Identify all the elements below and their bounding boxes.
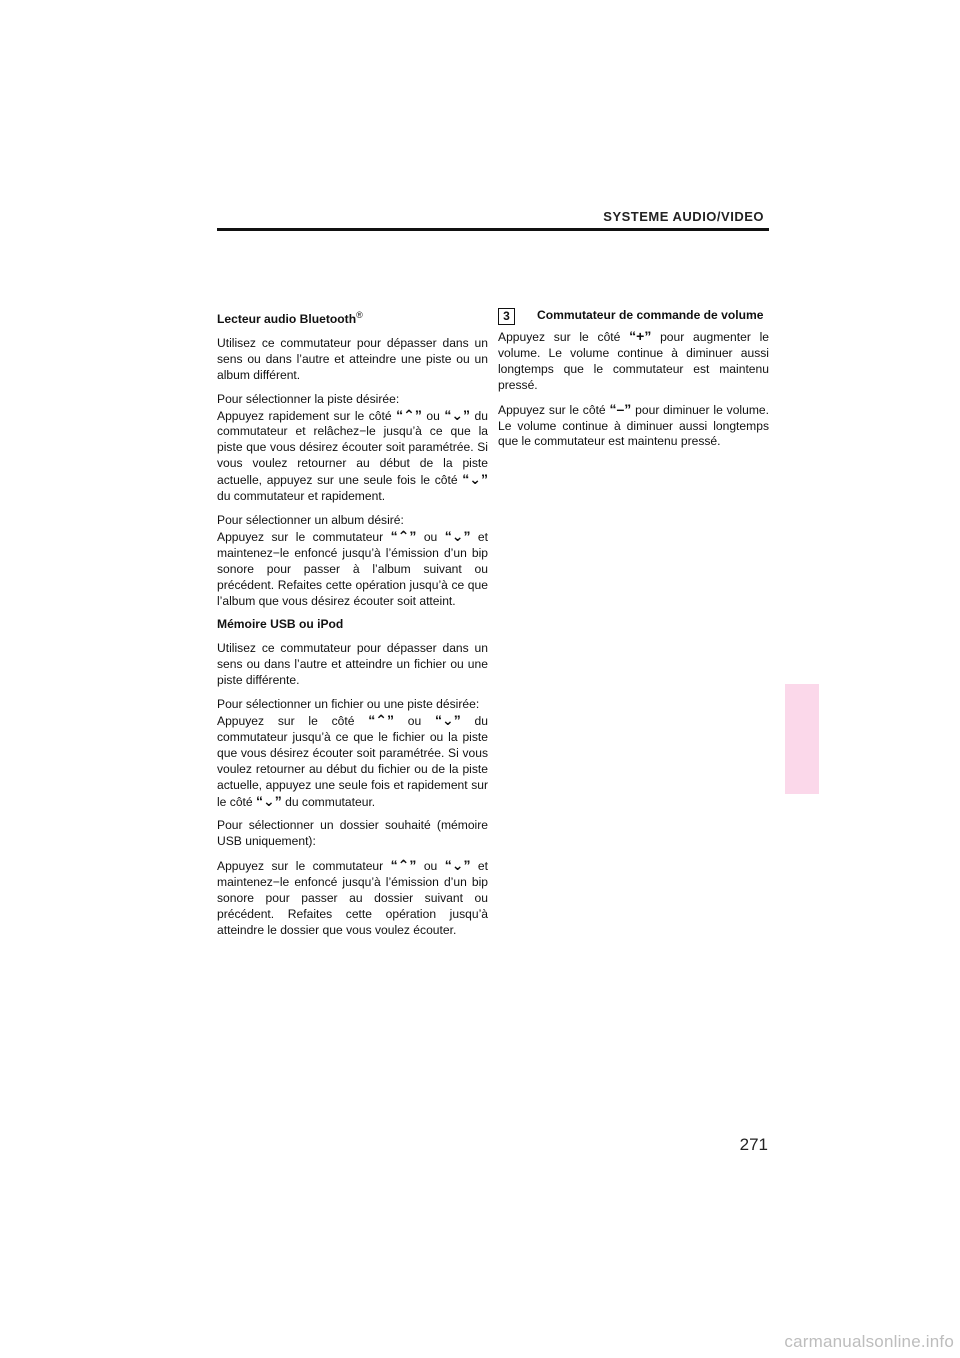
down-arrow-icon: “⌄” — [435, 711, 461, 728]
down-arrow-icon: “⌄” — [444, 406, 471, 423]
bluetooth-paragraph-1: Utilisez ce commutateur pour dépasser dans un sens ou dans l’autre et atteindre une piste ou un album différent. — [217, 335, 488, 382]
bt-p2-e: du commutateur et rapidement. — [217, 489, 386, 504]
bluetooth-heading — [217, 308, 488, 328]
bluetooth-paragraph-3 — [217, 513, 488, 609]
down-arrow-icon: “⌄” — [256, 792, 282, 809]
section-title: Commutateur de commande de volume — [537, 308, 764, 322]
bluetooth-paragraph-2 — [217, 392, 488, 505]
usb-paragraph-4 — [217, 858, 488, 939]
chapter-side-tab — [785, 684, 819, 794]
bt-p3-b: Appuyez sur le commutateur — [217, 529, 391, 544]
down-arrow-icon: “⌄” — [444, 527, 471, 544]
page-number: 271 — [739, 1135, 768, 1154]
bluetooth-heading-text: Lecteur audio Bluetooth — [217, 312, 357, 327]
down-arrow-icon: “⌄” — [444, 857, 471, 874]
vol-p1-b: pour augmenter le volume. Le volume continue à diminuer aussi longtemps que le commutateur est maintenu pressé. — [498, 330, 770, 392]
right-column — [498, 308, 769, 458]
up-arrow-icon: “⌃” — [390, 527, 417, 544]
usb-p2-c: ou — [394, 713, 436, 728]
usb-p4-c: et maintenez−le enfoncé jusqu’à l’émission d’un bip sonore pour passer au dossier suivant ou précédent. Refaites cette opération jusqu’à atteindre le dossier que vous voulez écouter. — [217, 859, 488, 937]
up-arrow-icon: “⌃” — [396, 406, 422, 423]
vol-p2-a: Appuyez sur le côté — [498, 402, 610, 417]
left-column — [217, 308, 488, 947]
bt-p2-c: ou — [421, 408, 445, 423]
bt-p2-d: du commutateur et relâchez−le jusqu’à ce que la piste que vous désirez écouter soit paramétrée. Si vous voulez retourner au début de la piste actuelle, appuyez sur une seule fois le côté — [217, 408, 488, 488]
header-rule — [217, 228, 769, 231]
down-arrow-icon: “⌄” — [462, 471, 488, 488]
bt-p3-a: Pour sélectionner un album désiré: — [217, 513, 404, 527]
volume-section-heading — [498, 308, 769, 325]
watermark: carmanualsonline.info — [784, 1332, 954, 1351]
usb-paragraph-2 — [217, 697, 488, 810]
bt-p2-a: Pour sélectionner la piste désirée: — [217, 391, 400, 406]
usb-ipod-heading: Mémoire USB ou iPod — [217, 617, 344, 632]
registered-mark: ® — [356, 310, 363, 320]
minus-icon: “–” — [609, 400, 632, 417]
usb-p4-b: ou — [416, 859, 445, 874]
usb-p2-d: du commutateur jusqu’à ce que le fichier ou la piste que vous désirez écouter soit paramétrée. Si vous voulez retourner au début du fichier ou de la piste actuelle, appuyez une seule fois et rapidement sur le côté — [217, 713, 488, 809]
running-header: SYSTEME AUDIO/VIDEO — [603, 209, 764, 224]
plus-icon: “+” — [629, 328, 652, 344]
usb-p4-a: Appuyez sur le commutateur — [217, 859, 391, 874]
vol-p2-b: pour diminuer le volume. Le volume continue à diminuer aussi longtemps que le commutateur est maintenu pressé. — [498, 402, 769, 449]
section-number-badge: 3 — [498, 308, 515, 325]
volume-paragraph-1 — [498, 329, 769, 394]
volume-paragraph-2 — [498, 402, 769, 451]
vol-p1-a: Appuyez sur le côté — [498, 330, 630, 344]
usb-paragraph-1: Utilisez ce commutateur pour dépasser dans un sens ou dans l’autre et atteindre un fichier ou une piste différente. — [217, 641, 488, 688]
usb-p2-e: du commutateur. — [281, 794, 376, 809]
up-arrow-icon: “⌃” — [390, 857, 417, 874]
bt-p3-c: ou — [416, 529, 445, 544]
bt-p2-b: Appuyez rapidement sur le côté — [217, 408, 397, 423]
bt-p3-d: et maintenez−le enfoncé jusqu’à l’émission d’un bip sonore pour passer à l’album suivant ou précédent. Refaites cette opération jusqu’à ce que l’album que vous désirez écouter soit atteint. — [217, 529, 488, 608]
usb-p2-a: Pour sélectionner un fichier ou une piste désirée: — [217, 697, 480, 712]
usb-p2-b: Appuyez sur le côté — [217, 713, 369, 728]
usb-paragraph-3: Pour sélectionner un dossier souhaité (mémoire USB uniquement): — [217, 818, 488, 849]
up-arrow-icon: “⌃” — [368, 711, 394, 728]
